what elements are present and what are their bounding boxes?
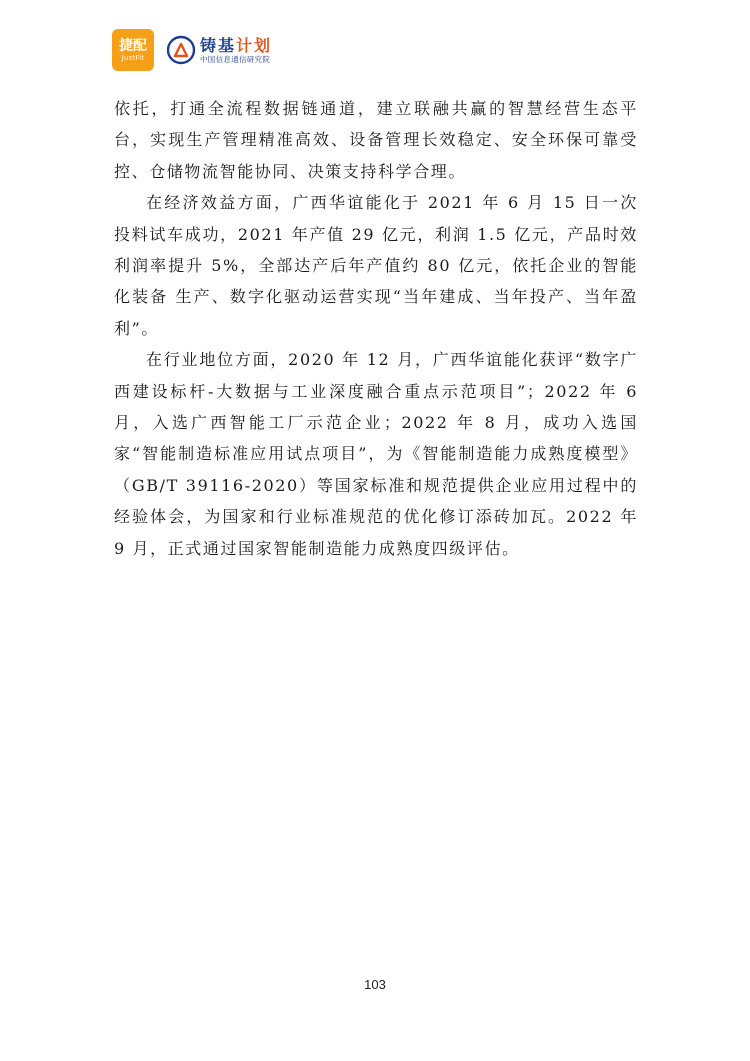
zhuji-emblem-icon	[166, 35, 196, 65]
zhuji-subtitle: 中国信息通信研究院	[200, 54, 271, 64]
paragraph-2: 在经济效益方面，广西华谊能化于 2021 年 6 月 15 日一次投料试车成功，2021 年产值 29 亿元，利润 1.5 亿元，产品时效利润率提升 5%，全部达产后年产值约 80 亿元，依托企业的智能化装备 生产、数字化驱动运营实现“当年建成、当年投产、当年盈利”。	[114, 193, 638, 338]
justfit-logo-cn: 捷配	[119, 37, 147, 54]
paragraph-1: 依托，打通全流程数据链通道，建立联融共赢的智慧经营生态平台，实现生产管理精准高效、设备管理长效稳定、安全环保可靠受控、仓储物流智能协同、决策支持科学合理。	[114, 99, 638, 181]
body-text	[114, 93, 638, 564]
zhuji-logo	[166, 35, 272, 65]
page-number: 103	[364, 977, 386, 992]
zhuji-title	[200, 36, 272, 55]
page-header	[112, 26, 272, 74]
justfit-logo	[112, 29, 154, 71]
justfit-logo-en: JustFit	[121, 53, 145, 62]
paragraph-3: 在行业地位方面，2020 年 12 月，广西华谊能化获评“数字广西建设标杆-大数据与工业深度融合重点示范项目”；2022 年 6 月，入选广西智能工厂示范企业；2022 年 8 月，成功入选国家“智能制造标准应用试点项目”，为《智能制造能力成熟度模型》（GB/T 39116-2020）等国家标准和规范提供企业应用过程中的经验体会，为国家和行业标准规范的优化修订添砖加瓦。2022 年 9 月，正式通过国家智能制造能力成熟度四级评估。	[114, 350, 638, 558]
zhuji-title-b: 计划	[236, 35, 273, 55]
zhuji-title-a: 铸基	[200, 35, 237, 55]
